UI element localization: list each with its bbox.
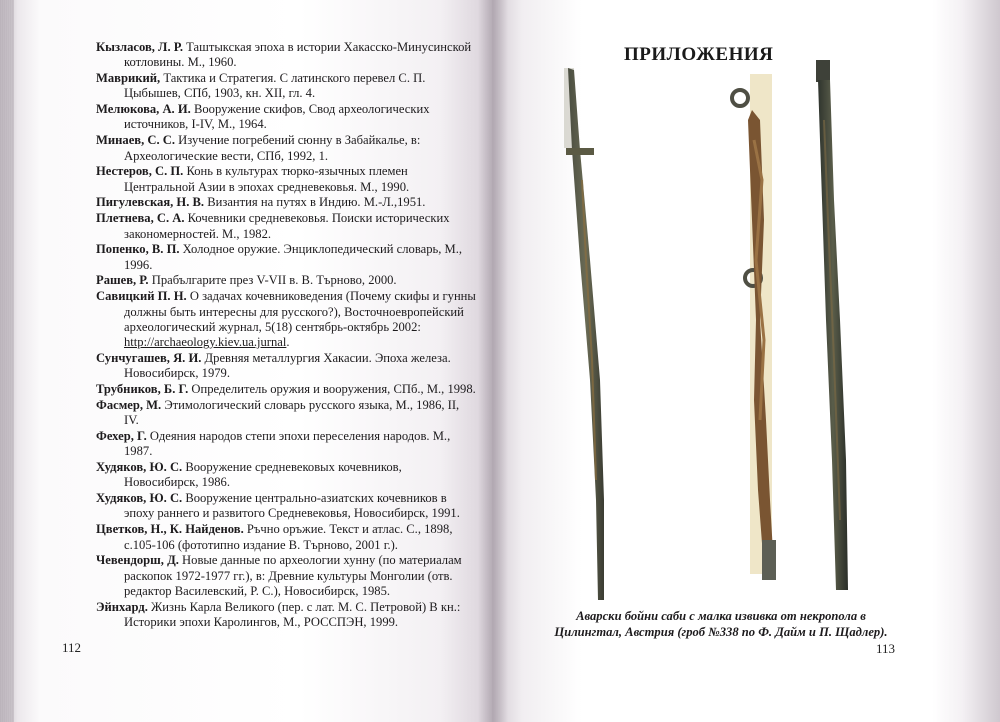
entry-author: Пигулевская, Н. В. xyxy=(96,195,205,210)
bibliography-entry xyxy=(96,553,476,599)
entry-text: Холодное оружие. Энциклопедический словарь, М., 1996. xyxy=(124,242,463,272)
entry-author: Фасмер, М. xyxy=(96,397,162,412)
bibliography-entry xyxy=(96,71,476,102)
bibliography-entry xyxy=(96,273,476,288)
entry-author: Худяков, Ю. С. xyxy=(96,460,183,475)
sabre-left xyxy=(564,68,604,600)
entry-text: Таштыкская эпоха в истории Хакасско-Минусинской котловины. М., 1960. xyxy=(124,40,472,70)
bibliography-entry xyxy=(96,164,476,195)
entry-author: Рашев, Р. xyxy=(96,273,149,288)
bibliography-entry xyxy=(96,600,476,631)
entry-author: Нестеров, С. П. xyxy=(96,164,184,179)
entry-author: Фехер, Г. xyxy=(96,428,147,443)
page-number-left: 112 xyxy=(62,640,82,655)
entry-author: Трубников, Б. Г. xyxy=(96,382,189,397)
entry-text: Вооружение центрально-азиатских кочевников в эпоху раннего и развитого Средневековья, Новосибирск, 1991. xyxy=(124,491,460,521)
bibliography-entry xyxy=(96,522,476,553)
bibliography-list xyxy=(96,40,476,631)
page-number-right: 113 xyxy=(876,641,896,656)
bibliography-entry xyxy=(96,133,476,164)
sabre-right xyxy=(816,60,848,590)
left-page xyxy=(0,0,492,722)
bibliography-entry xyxy=(96,460,476,491)
entry-text: О задачах кочевниковедения (Почему скифы и гунны должны быть интересны для русского?), Восточноевропейский археологический журнал, 5(18) сентябрь-октябрь 2002: xyxy=(124,289,476,334)
bibliography-entry xyxy=(96,351,476,382)
entry-text: Одеяния народов степи эпохи переселения народов. М., 1987. xyxy=(124,428,451,459)
entry-text: Этимологический словарь русского языка, М., 1986, II, IV. xyxy=(124,397,460,428)
entry-text: Прабългарите през V-VII в. В. Търново, 2000. xyxy=(148,273,397,288)
appendix-title: ПРИЛОЖЕНИЯ xyxy=(624,44,774,65)
entry-text: Жизнь Карла Великого (пер. с лат. М. С. Петровой) В кн.: Историки эпохи Каролингов, М., РОССПЭН, 1999. xyxy=(124,599,461,629)
entry-text: Византия на путях в Индию. М.-Л.,1951. xyxy=(204,195,426,210)
bibliography-entry xyxy=(96,211,476,242)
photo-caption: Аварски бойни саби с малка извивка от некропола в Цилингтал, Австрия (гроб №338 по Ф. Дайм и П. Щадлер). xyxy=(554,609,888,639)
bibliography-entry xyxy=(96,382,476,397)
entry-author: Минаев, С. С. xyxy=(96,133,176,148)
bibliography-entry xyxy=(96,398,476,429)
entry-text: Ръчно оръжие. Текст и атлас. С., 1898, с.105-106 (фототипно издание В. Търново, 2001 г.). xyxy=(124,522,453,552)
entry-text: Новые данные по археологии хунну (по материалам раскопок 1972-1977 гг.), в: Древние культуры Монголии (отв. редактор Василевский, Р. С.), Новосибирск, 1985. xyxy=(124,553,462,598)
entry-author: Попенко, В. П. xyxy=(96,242,180,257)
entry-text: Древняя металлургия Хакасии. Эпоха железа. Новосибирск, 1979. xyxy=(124,350,451,381)
bibliography-entry xyxy=(96,491,476,522)
entry-text: Вооружение скифов, Свод археологических источников, I-IV, М., 1964. xyxy=(124,102,430,132)
entry-author: Чевендорш, Д. xyxy=(96,553,179,568)
sabres-illustration xyxy=(560,60,870,600)
entry-text: Тактика и Стратегия. С латинского перевел С. П. Цыбышев, СПб, 1903, кн. XII, гл. 4. xyxy=(124,71,426,101)
entry-author: Цветков, Н., К. Найденов. xyxy=(96,522,244,537)
entry-author: Худяков, Ю. С. xyxy=(96,491,183,506)
entry-text: Кочевники средневековья. Поиски исторических закономерностей. М., 1982. xyxy=(124,211,450,241)
entry-link[interactable]: http://archaeology.kiev.ua.jurnal xyxy=(124,335,287,350)
entry-author: Савицкий П. Н. xyxy=(96,289,187,304)
bibliography-entry xyxy=(96,195,476,210)
entry-author: Плетнева, С. А. xyxy=(96,211,185,226)
entry-text: Определитель оружия и вооружения, СПб., М., 1998. xyxy=(188,382,476,397)
bibliography-entry xyxy=(96,289,476,350)
entry-author: Маврикий, xyxy=(96,71,161,86)
sabres-photo xyxy=(560,60,870,600)
entry-text: Изучение погребений сюнну в Забайкалье, в: Археологические вести, СПб, 1992, 1. xyxy=(124,133,421,163)
book-gutter xyxy=(478,0,508,722)
sabre-middle xyxy=(732,74,776,580)
entry-author: Эйнхард. xyxy=(96,599,148,614)
entry-author: Мелюкова, А. И. xyxy=(96,102,191,117)
bibliography-entry xyxy=(96,429,476,460)
entry-author: Сунчугашев, Я. И. xyxy=(96,350,202,365)
entry-text: Конь в культурах тюрко-язычных племен Центральной Азии в эпохах средневековья. М., 1990. xyxy=(124,164,410,194)
bibliography-entry xyxy=(96,102,476,133)
entry-text: Вооружение средневековых кочевников, Новосибирск, 1986. xyxy=(124,460,402,490)
entry-link-suffix: . xyxy=(286,335,290,350)
bibliography-entry xyxy=(96,242,476,273)
entry-author: Кызласов, Л. Р. xyxy=(96,40,184,54)
page-edges xyxy=(0,0,14,722)
bibliography-entry xyxy=(96,40,476,71)
